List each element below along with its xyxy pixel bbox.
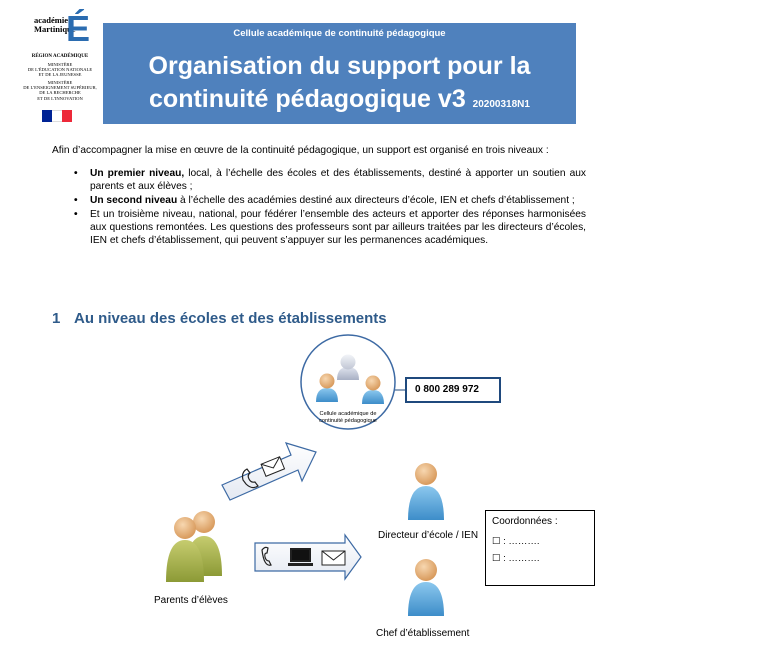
logo-academie-text: académie Martinique	[34, 15, 76, 34]
list-item: • Et un troisième niveau, national, pour fédérer l’ensemble des acteurs et apporter des réponses harmonisées aux questions remontées. Les questions des professeurs sont par ailleurs traitées par les directeurs d’écoles, IEN et chefs d’établissement, qui peuvent s’appuyer sur les permanences académiques.	[74, 209, 586, 246]
cell-label: Cellule académique de continuité pédagogique	[319, 411, 377, 424]
intro-paragraph: Afin d’accompagner la mise en œuvre de la continuité pédagogique, un support est organisé en trois niveaux :	[52, 145, 549, 156]
page-title-line1: Organisation du support pour la	[148, 52, 531, 80]
computer-icon	[288, 548, 313, 566]
logo-ministry-research: MINISTÈRE DE L'ENSEIGNEMENT SUPÉRIEUR, DE LA RECHERCHE ET DE L'INNOVATION	[23, 80, 97, 101]
email-icon	[322, 551, 345, 565]
chef-person-icon	[408, 559, 444, 616]
parents-label: Parents d’élèves	[154, 595, 228, 606]
parents-icon	[166, 511, 222, 582]
coordinates-box	[485, 510, 595, 586]
page-title-line2: continuité pédagogique v3 20200318N1	[149, 85, 530, 113]
director-person-icon	[408, 463, 444, 520]
logo-region: RÉGION ACADÉMIQUE	[31, 54, 89, 59]
version-label: 20200318N1	[472, 99, 530, 110]
logo-ministry-education: MINISTÈRE DE L'ÉDUCATION NATIONALE ET DE LA JEUNESSE	[27, 62, 93, 78]
logo-letter: É	[66, 8, 91, 49]
phone-number-box: 0 800 289 972	[405, 377, 501, 403]
list-item: • Un premier niveau, local, à l’échelle des écoles et des établissements, destiné à apporter un soutien aux parents et aux élèves ;	[74, 168, 586, 192]
list-item: • Un second niveau à l’échelle des académies destiné aux directeurs d’école, IEN et chefs d’établissement ;	[74, 195, 575, 206]
director-label: Directeur d’école / IEN	[378, 530, 479, 541]
banner-subtitle: Cellule académique de continuité pédagogique	[233, 28, 446, 39]
chef-label: Chef d’établissement	[376, 628, 470, 639]
section-heading: 1 Au niveau des écoles et des établissements	[52, 310, 387, 327]
arrow-to-directors	[255, 535, 361, 579]
arrow-to-cell	[222, 443, 316, 500]
coordinates-title: Coordonnées :	[492, 516, 558, 527]
coordinate-item: ☐ : ……….	[492, 536, 540, 547]
coordinate-item: ☐ : ……….	[492, 553, 540, 564]
